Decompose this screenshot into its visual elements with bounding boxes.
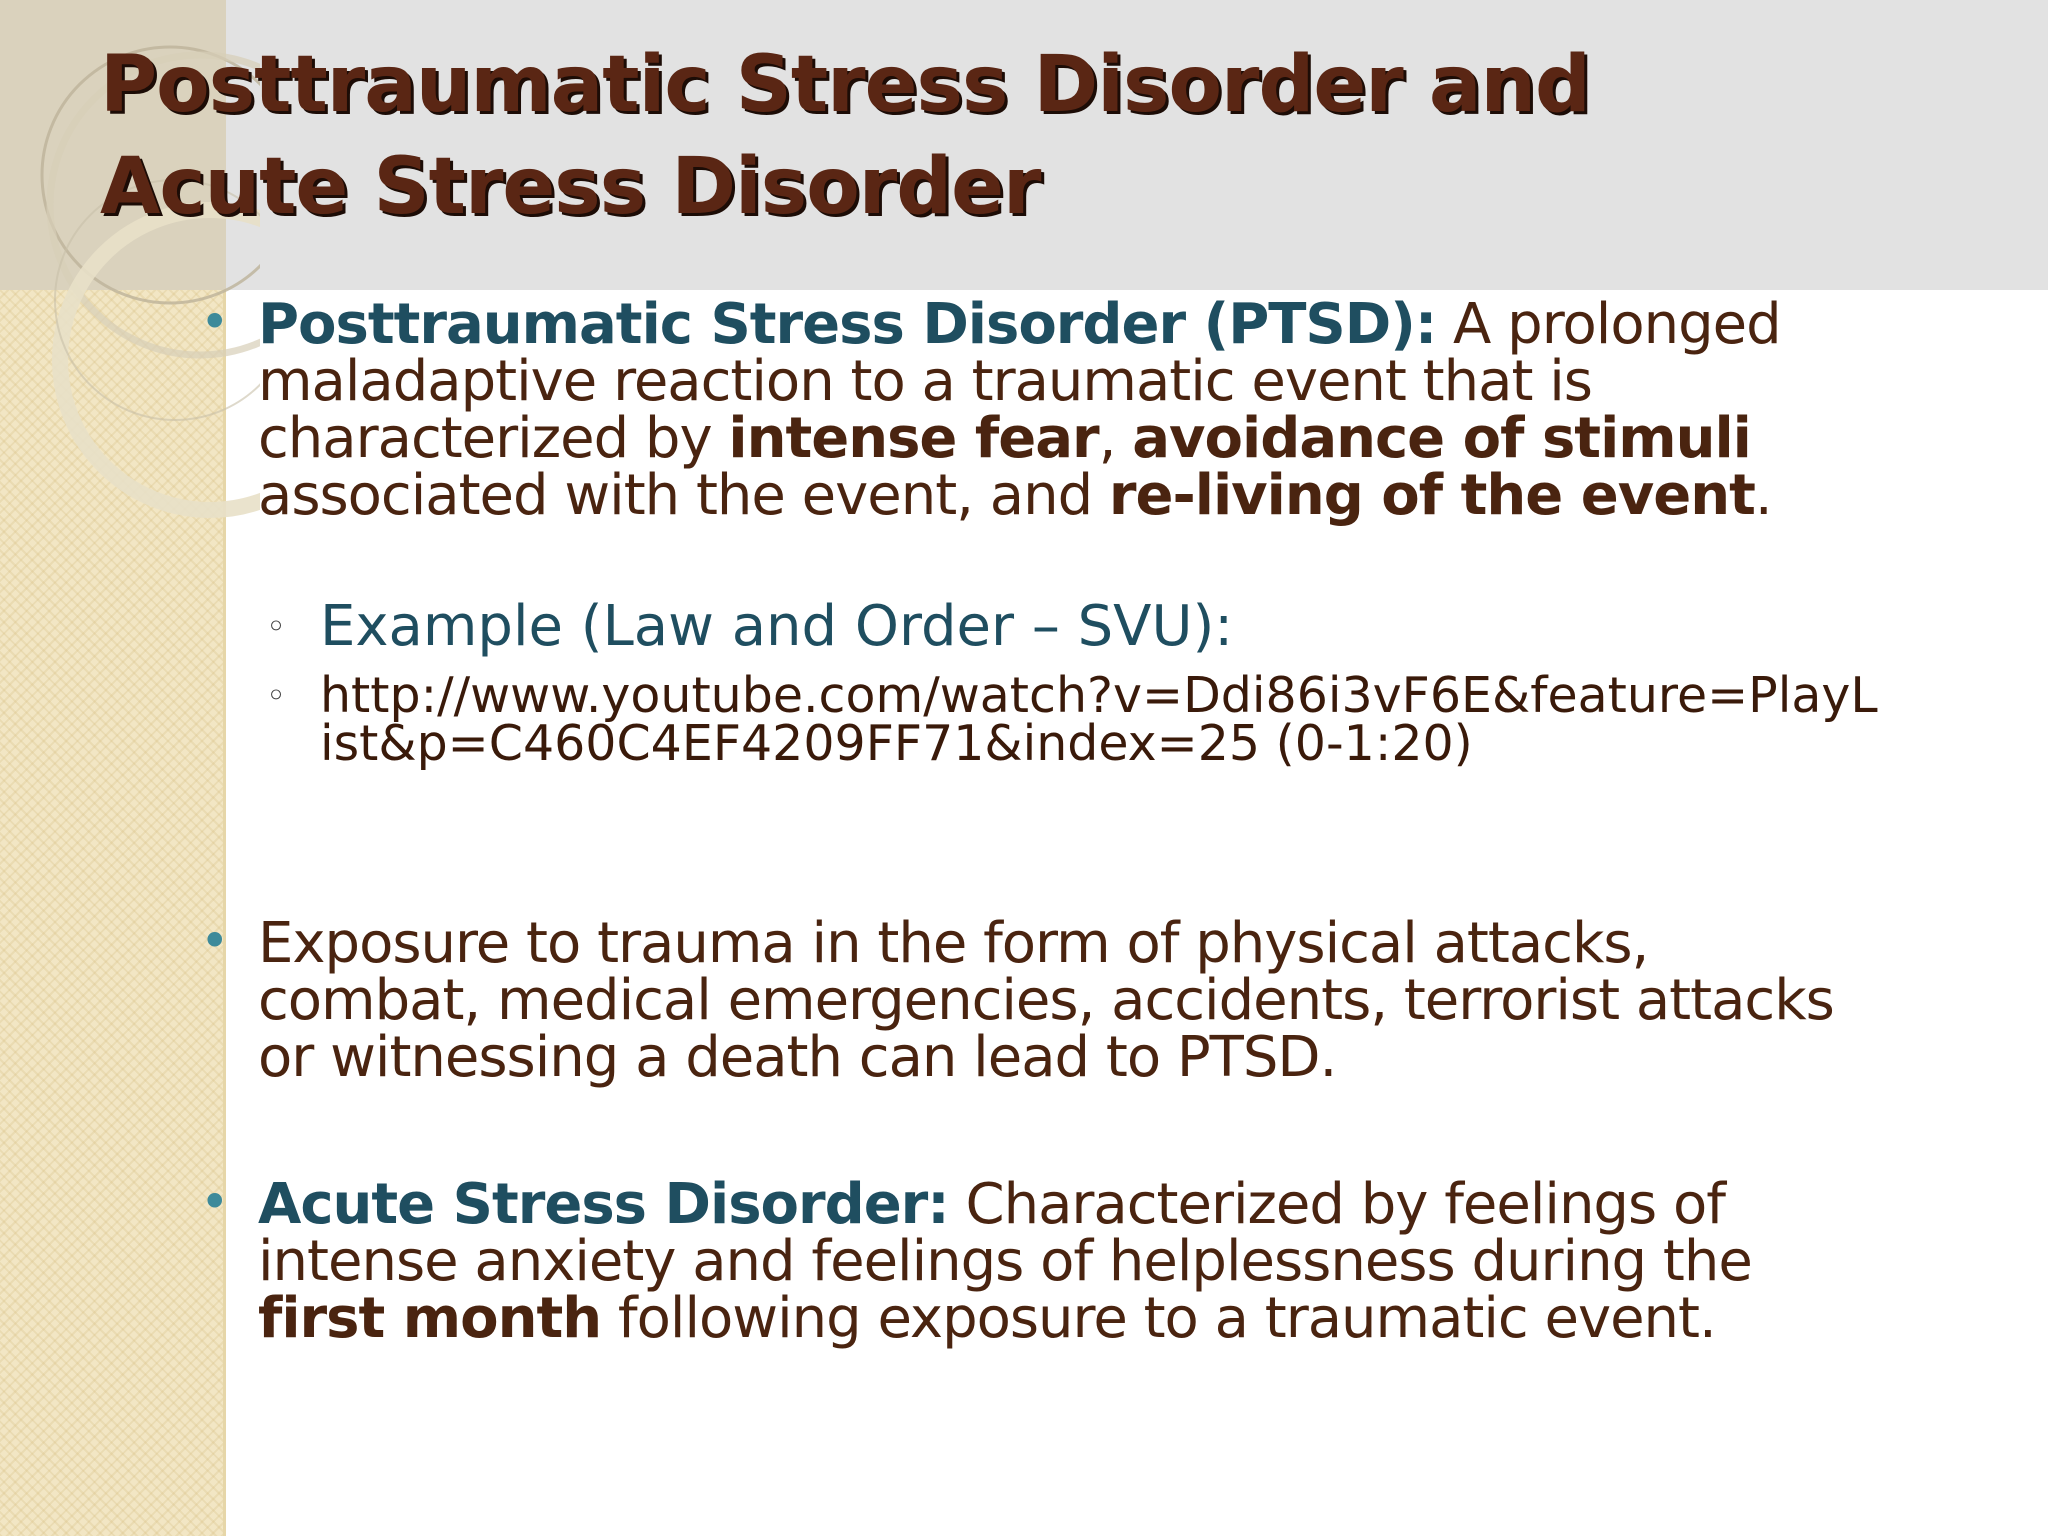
asd-bold-first-month: first month [258, 1286, 602, 1351]
title-line-2: Acute Stress Disorder [100, 142, 1041, 232]
bullet-dot-icon: • [200, 1173, 229, 1231]
sub-bullet-example [266, 592, 1880, 662]
ptsd-text-a: A prolonged maladaptive reaction to a traumatic event that is characterized by [258, 292, 1781, 471]
bullet-acute-stress-disorder [200, 1172, 1878, 1351]
sub-bullet-video-link[interactable] [266, 667, 1880, 772]
ptsd-text-d: . [1754, 463, 1772, 528]
title-line-1: Posttraumatic Stress Disorder and [100, 40, 1590, 130]
bullet-trauma-exposure [200, 911, 1878, 1090]
sub-bullet-ring-icon: ◦ [266, 676, 287, 716]
trauma-exposure-text: Exposure to trauma in the form of physical attacks, combat, medical emergencies, accidents, terrorist attacks or witnessing a death can lead to PTSD. [258, 911, 1834, 1090]
ptsd-bold-avoidance: avoidance of stimuli [1132, 406, 1751, 471]
bullet-ptsd-definition [200, 292, 1878, 528]
ptsd-text-b: , [1098, 406, 1133, 471]
video-link-text[interactable]: http://www.youtube.com/watch?v=Ddi86i3vF6E&feature=PlayList&p=C460C4EF4209FF71&index=25 (0-1:20) [320, 667, 1878, 772]
ptsd-bold-intense-fear: intense fear [728, 406, 1099, 471]
term-ptsd: Posttraumatic Stress Disorder (PTSD): [258, 292, 1437, 357]
example-label: Example (Law and Order – SVU): [320, 594, 1234, 659]
ptsd-bold-reliving: re-living of the event [1108, 463, 1755, 528]
term-acute-stress-disorder: Acute Stress Disorder: [258, 1172, 949, 1237]
asd-text-b: following exposure to a traumatic event. [601, 1286, 1716, 1351]
asd-text-a: Characterized by feelings of intense anxiety and feelings of helplessness during the [258, 1172, 1752, 1294]
sub-bullet-ring-icon: ◦ [266, 607, 287, 647]
bullet-dot-icon: • [200, 293, 229, 351]
bullet-dot-icon: • [200, 912, 229, 970]
ptsd-text-c: associated with the event, and [258, 463, 1109, 528]
